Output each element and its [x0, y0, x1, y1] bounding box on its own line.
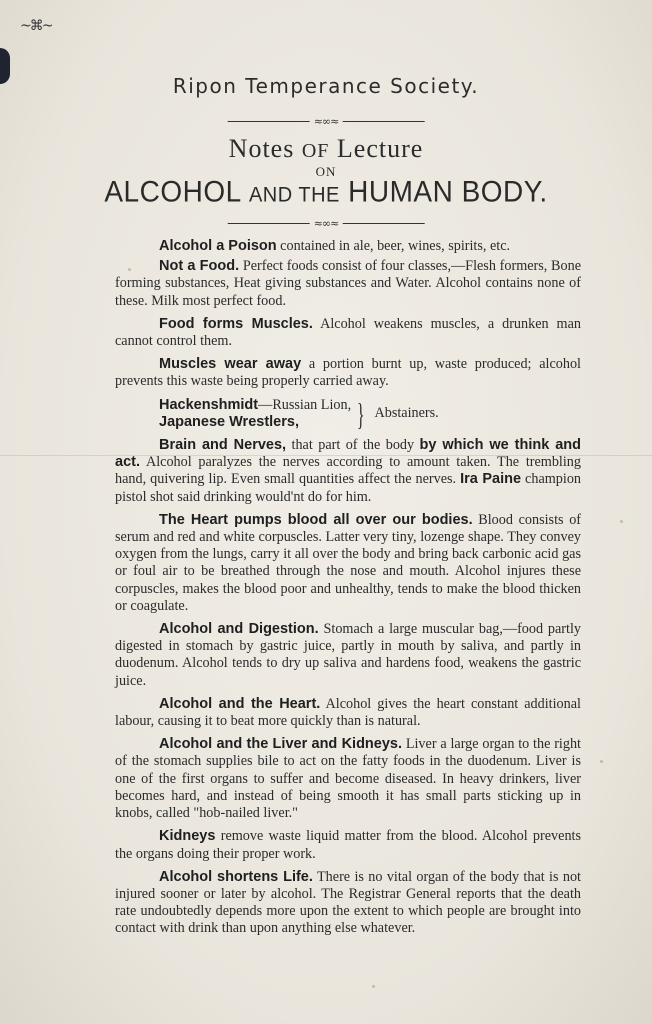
- flourish-icon: ≈∞≈: [313, 115, 339, 128]
- paragraph-not-a-food: Not a Food. Perfect foods consist of four classes,—Flesh formers, Bone forming substances, Heat giving substances and Water. Alcohol contains none of these. Milk most perfect food.: [115, 258, 581, 309]
- paragraph-brain-nerves: Brain and Nerves, that part of the body by which we think and act. Alcohol paralyzes the nerves according to amount taken. The trembling hand, quivering lip. Even small quantities affect the nerves. Ira Paine champion pistol shot said drinking would'nt do for him.: [115, 437, 582, 505]
- corner-flourish-icon: ~⌘~: [20, 18, 52, 34]
- divider-ornament-top: [228, 116, 425, 127]
- abstainers-label: Abstainers.: [374, 405, 439, 422]
- brace-icon: }: [356, 395, 365, 432]
- paragraph-muscles-wear: Muscles wear away a portion burnt up, waste produced; alcohol prevents this waste being properly carried away.: [115, 356, 581, 390]
- abstainers-block: Hackenshmidt—Russian Lion, Japanese Wrestlers, } Abstainers.: [159, 395, 439, 432]
- lecture-body: [115, 238, 581, 944]
- divider-ornament-bottom: [228, 218, 425, 229]
- flourish-icon: ≈∞≈: [313, 217, 339, 230]
- lecture-title: ALCOHOL AND THE HUMAN BODY.: [104, 175, 548, 208]
- paragraph-poison: Alcohol a Poison contained in ale, beer, wines, spirits, etc.: [159, 238, 511, 254]
- paragraph-heart: Alcohol and the Heart. Alcohol gives the heart constant additional labour, causing it to beat more quickly than is natural.: [115, 695, 581, 730]
- on-label: ON: [315, 164, 337, 179]
- paragraph-kidneys: Kidneys remove waste liquid matter from the blood. Alcohol prevents the organs doing their proper work.: [115, 828, 581, 862]
- society-name: Ripon Temperance Society.: [172, 74, 480, 98]
- notes-heading: Notes OF Lecture: [228, 134, 424, 163]
- paragraph-muscles: Food forms Muscles. Alcohol weakens muscles, a drunken man cannot control them.: [115, 315, 581, 350]
- paragraph-liver-kidneys: Alcohol and the Liver and Kidneys. Liver a large organ to the right of the stomach supplies bile to act on the fatty foods in the duodenum. Liver is one of the first organs to suffer and become diseased. In heavy drinkers, liver becomes hard, and instead of being smooth it has small parts sticking up in knobs, called "hob-nailed liver.": [115, 736, 581, 822]
- paragraph-heart-blood: The Heart pumps blood all over our bodies. Blood consists of serum and red and white corpuscles. Latter very tiny, lozenge shape. They convey oxygen from the lungs, carry it all over the body and bring back carbonic acid gas or foul air to be breathed through the nose and mouth. Alcohol injures these corpuscles, makes the blood poor and unhealthy, tends to make the blood thicken or coagulate.: [115, 511, 582, 614]
- paragraph-shortens-life: Alcohol shortens Life. There is no vital organ of the body that is not injured sooner or later by alcohol. The Registrar General reports that the death rate undoubtedly depends more upon the extent to which people are brought into contact with drink than upon anything else whatever.: [115, 868, 582, 937]
- paragraph-digestion: Alcohol and Digestion. Stomach a large muscular bag,—food partly digested in stomach by gastric juice, partly in mouth by saliva, and partly in duodenum. Alcohol tends to dry up saliva and hardens food, weakens the gastric juice.: [115, 621, 581, 689]
